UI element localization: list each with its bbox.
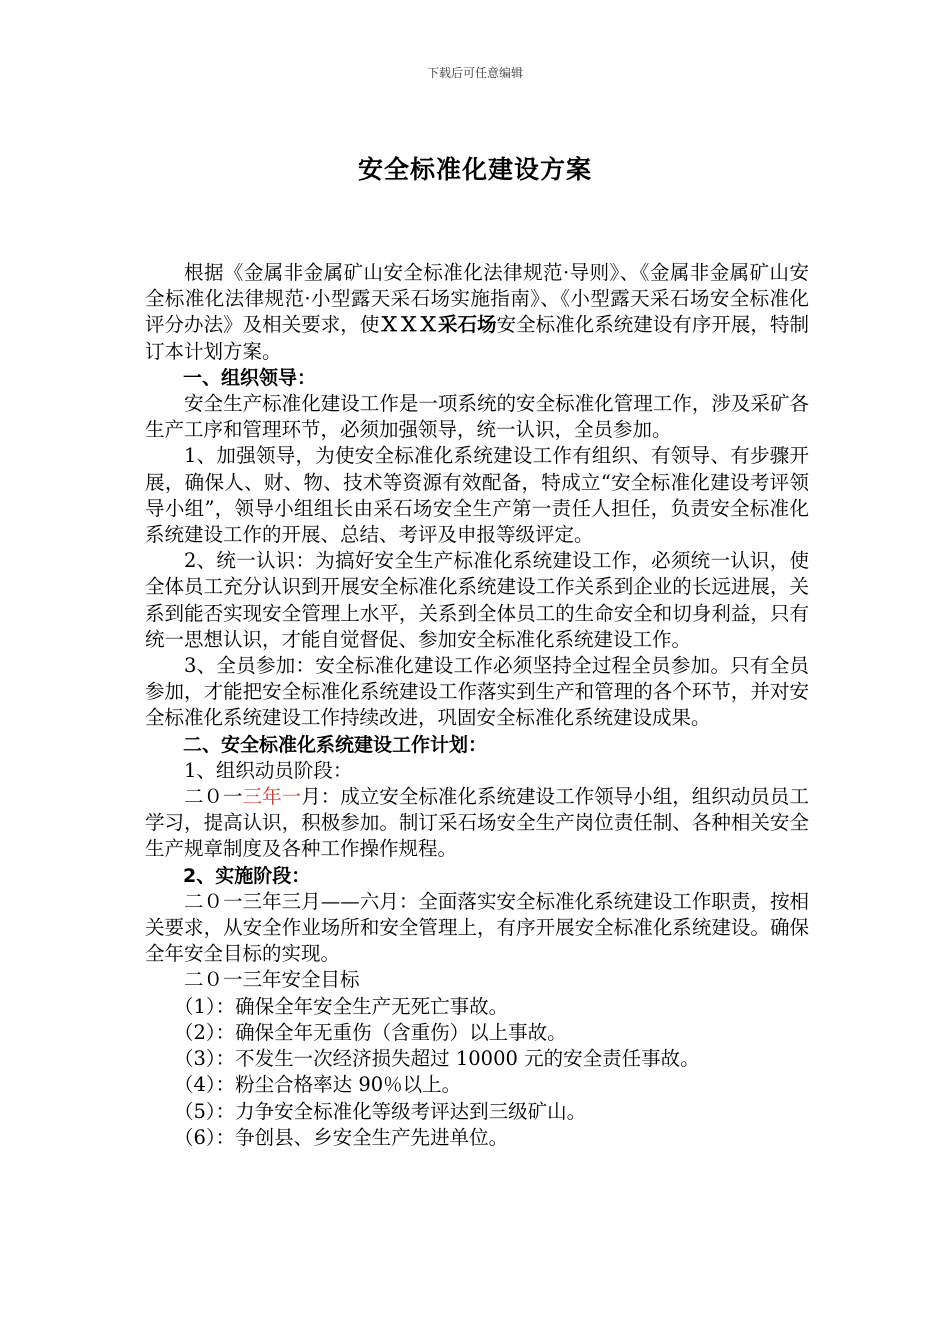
intro-paragraph (145, 260, 809, 365)
paragraph: 1、加强领导，为使安全标准化系统建设工作有组织、有领导、有步骤开展，确保人、财、物、技术等资源有效配备，特成立“安全标准化建设考评领导小组”，领导小组组长由采石场安全生产第一责任人担任，负责安全标准化系统建设工作的开展、总结、考评及申报等级评定。 (145, 444, 809, 547)
intro-tail: 安全标准化系统建设有序开展，特制订本计划方案。 (145, 313, 809, 363)
paragraph: 安全生产标准化建设工作是一项系统的安全标准化管理工作，涉及采矿各生产工序和管理环节，必须加强领导，统一认识，全员参加。 (145, 392, 809, 442)
phase-paragraph: 二０一三年三月——六月：全面落实安全标准化系统建设工作职责，按相关要求，从安全作业场所和安全管理上，有序开展安全标准化系统建设。确保全年安全目标的实现。 (145, 889, 809, 966)
paragraph: 3、全员参加：安全标准化建设工作必须坚持全过程全员参加。只有全员参加，才能把安全标准化系统建设工作落实到生产和管理的各个环节，并对安全标准化系统建设工作持续改进，巩固安全标准化系统建设成果。 (145, 654, 809, 730)
section-heading-plan: 二、安全标准化系统建设工作计划： (183, 733, 488, 756)
goal-item: （2）：确保全年无重伤（含重伤）以上事故。 (174, 1020, 567, 1044)
document-body (145, 260, 809, 1151)
document-title: 安全标准化建设方案 (357, 155, 592, 184)
phase1-highlight: 三年一 (242, 785, 302, 809)
phase-title: 1、组织动员阶段： (184, 758, 353, 782)
goal-item: （5）：力争安全标准化等级考评达到三级矿山。 (174, 1099, 587, 1123)
phase1-prefix: 二０一 (184, 785, 243, 809)
goal-item: （4）：粉尘合格率达 90％以上。 (174, 1073, 462, 1097)
phase-paragraph (145, 784, 809, 863)
phase1-rest: 月：成立安全标准化系统建设工作领导小组，组织动员员工学习，提高认识，积极参加。制订采石场安全生产岗位责任制、各种相关安全生产规章制度及各种工作操作规程。 (145, 785, 809, 861)
company-name: ＸＸＸ采石场 (379, 313, 497, 337)
paragraph: 2、统一认识：为搞好安全生产标准化系统建设工作，必须统一认识，使全体员工充分认识到开展安全标准化系统建设工作关系到企业的长远进展，关系到能否实现安全管理上水平，关系到全体员工的生命安全和切身利益，只有统一思想认识，才能自觉督促、参加安全标准化系统建设工作。 (145, 549, 809, 651)
intro-text: 根据《金属非金属矿山安全标准化法律规范·导则》、《金属非金属矿山安全标准化法律规范·小型露天采石场实施指南》、《小型露天采石场安全标准化评分办法》及相关要求，使 (145, 261, 809, 337)
phase-title-bold: 2、实施阶段： (183, 864, 311, 887)
goals-title: 二０一三年安全目标 (184, 968, 360, 992)
goal-item: （1）：确保全年安全生产无死亡事故。 (174, 994, 509, 1018)
section-heading-organization: 一、组织领导： (183, 366, 317, 389)
goal-item: （3）：不发生一次经济损失超过 10000 元的安全责任事故。 (174, 1047, 700, 1071)
goal-item: （6）：争创县、乡安全生产先进单位。 (174, 1125, 509, 1149)
header-note: 下载后可任意编辑 (426, 66, 523, 80)
